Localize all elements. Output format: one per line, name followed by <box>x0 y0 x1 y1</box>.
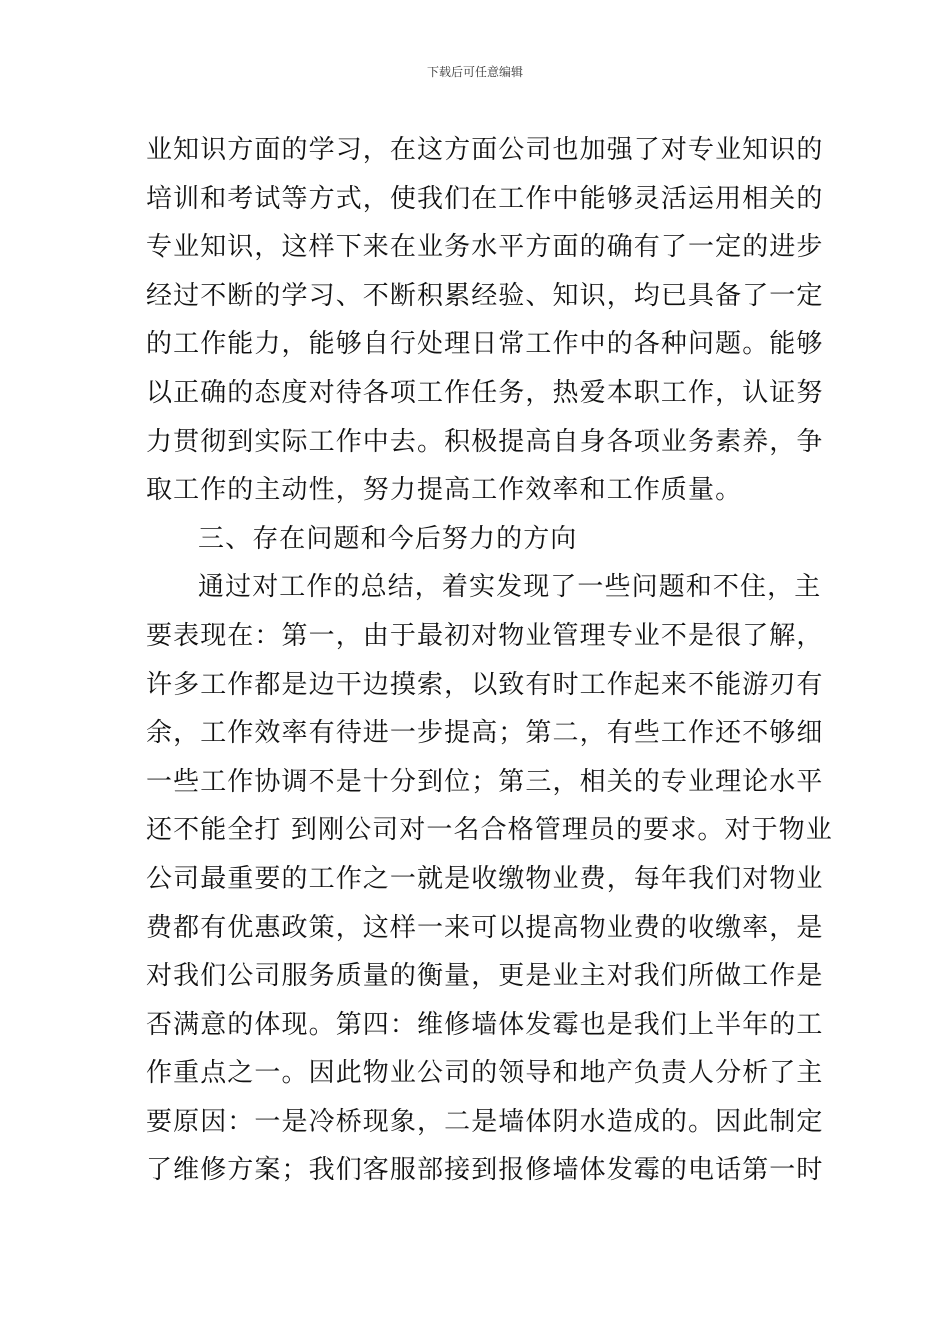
body-line: 对我们公司服务质量的衡量，更是业主对我们所做工作是 <box>146 961 824 992</box>
body-line: 了维修方案；我们客服部接到报修墙体发霉的电话第一时 <box>146 1155 824 1186</box>
section-heading: 三、存在问题和今后努力的方向 <box>198 523 578 554</box>
body-line: 的工作能力，能够自行处理日常工作中的各种问题。能够 <box>146 329 824 360</box>
body-line: 业知识方面的学习，在这方面公司也加强了对专业知识的 <box>146 135 824 165</box>
body-line: 要原因：一是冷桥现象，二是墙体阴水造成的。因此制定 <box>146 1106 824 1137</box>
page-header: 下载后可任意编辑 <box>426 65 523 79</box>
body-line: 培训和考试等方式，使我们在工作中能够灵活运用相关的 <box>146 183 824 214</box>
document-body <box>146 126 833 1195</box>
body-line: 公司最重要的工作之一就是收缴物业费，每年我们对物业 <box>146 863 824 894</box>
body-line: 许多工作都是边干边摸索，以致有时工作起来不能游刃有 <box>146 669 824 700</box>
body-line: 专业知识，这样下来在业务水平方面的确有了一定的进步 <box>146 232 824 263</box>
body-line: 余，工作效率有待进一步提高；第二，有些工作还不够细 <box>146 718 824 749</box>
body-line: 费都有优惠政策，这样一来可以提高物业费的收缴率，是 <box>146 912 824 943</box>
body-line: 经过不断的学习、不断积累经验、知识，均已具备了一定 <box>146 280 824 311</box>
body-line: 作重点之一。因此物业公司的领导和地产负责人分析了主 <box>146 1058 824 1089</box>
body-line: 以正确的态度对待各项工作任务，热爱本职工作，认证努 <box>146 377 824 408</box>
body-line: 还不能全打 到刚公司对一名合格管理员的要求。对于物业 <box>146 815 833 846</box>
body-line: 要表现在：第一，由于最初对物业管理专业不是很了解， <box>146 620 824 651</box>
paragraph-first-line: 通过对工作的总结，着实发现了一些问题和不住，主 <box>198 572 822 603</box>
body-line: 否满意的体现。第四：维修墙体发霉也是我们上半年的工 <box>146 1009 824 1040</box>
body-line: 取工作的主动性，努力提高工作效率和工作质量。 <box>146 475 743 506</box>
body-line: 一些工作协调不是十分到位；第三，相关的专业理论水平 <box>146 766 824 797</box>
body-line: 力贯彻到实际工作中去。积极提高自身各项业务素养，争 <box>146 426 824 457</box>
